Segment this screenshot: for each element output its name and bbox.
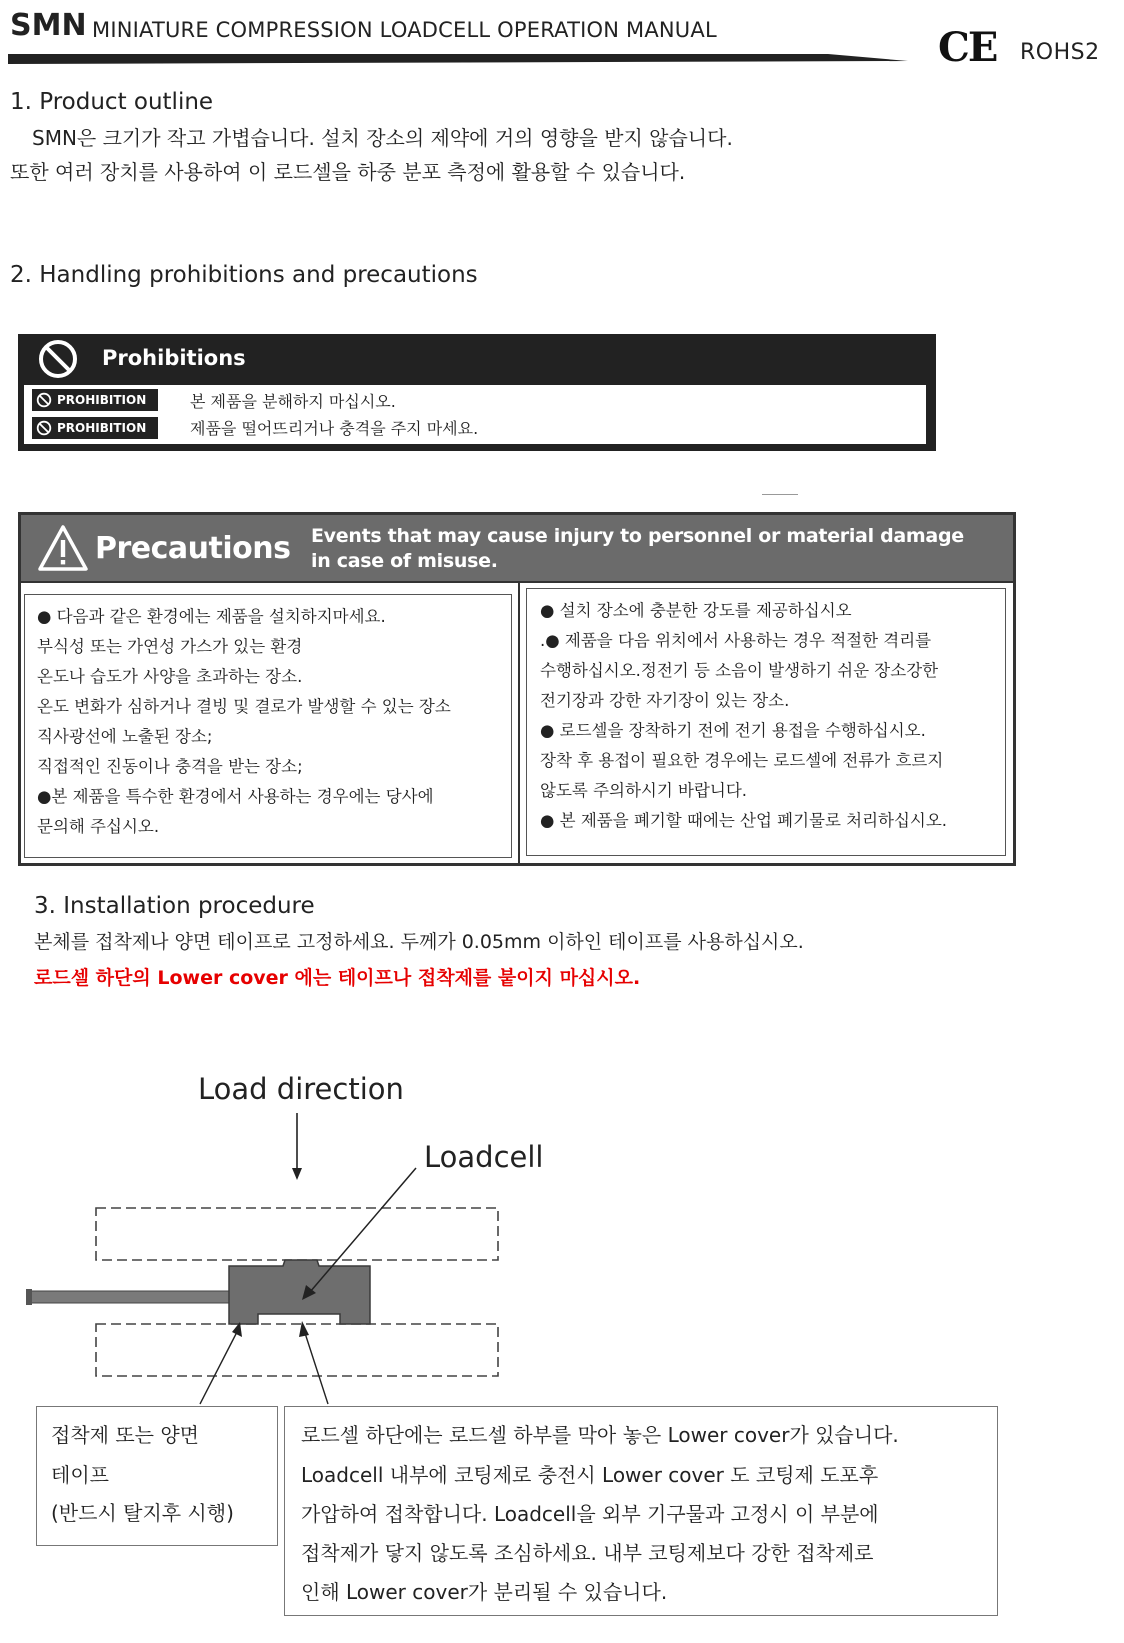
prohibition-badge-label: PROHIBITION: [57, 393, 147, 407]
prohibition-item-2: 제품을 떨어뜨리거나 충격을 주지 마세요.: [190, 419, 479, 438]
loadcell-body: [229, 1260, 370, 1324]
upper-plate: [96, 1208, 498, 1260]
precautions-right-column: [520, 583, 1013, 863]
adhesive-pointer-line: [200, 1330, 238, 1404]
prohibition-small-icon: [36, 420, 52, 436]
ce-mark-icon: CE: [938, 24, 997, 71]
prohibition-small-icon: [36, 392, 52, 408]
installation-warning: 로드셀 하단의 Lower cover 에는 테이프나 접착제를 붙이지 마십시오.: [34, 967, 641, 989]
installation-instruction: 본체를 접착제나 양면 테이프로 고정하세요. 두께가 0.05mm 이하인 테이프를 사용하십시오.: [34, 931, 804, 953]
adhesive-note-box: [36, 1406, 278, 1546]
prohibition-icon: [36, 339, 80, 379]
prohibition-badge: [32, 417, 158, 439]
precaution-right-line: ● 설치 장소에 충분한 강도를 제공하십시오: [540, 601, 852, 620]
lower-cover-note-line: 접착제가 닿지 않도록 조심하세요. 내부 코팅제보다 강한 접착제로: [301, 1541, 874, 1565]
arrow-head-icon: [292, 1168, 302, 1180]
brand-name: SMN: [10, 8, 87, 43]
lower-cover-note-line: 인해 Lower cover가 분리될 수 있습니다.: [301, 1580, 668, 1604]
load-direction-label: Load direction: [198, 1072, 404, 1106]
product-outline-line-2: 또한 여러 장치를 사용하여 이 로드셀을 하중 분포 측정에 활용할 수 있습니다.: [10, 160, 686, 184]
installation-diagram: [0, 1100, 1124, 1410]
prohibition-badge-label: PROHIBITION: [57, 421, 147, 435]
header-rule: [8, 54, 908, 64]
precaution-right-line: .● 제품을 다음 위치에서 사용하는 경우 적절한 격리를: [540, 631, 932, 650]
prohibitions-body: [24, 385, 926, 444]
lower-cover-note-line: Loadcell 내부에 코팅제로 충전시 Lower cover 도 코팅제 도포후: [301, 1463, 879, 1487]
lower-cover-note-line: 가압하여 접착합니다. Loadcell을 외부 기구물과 고정시 이 부분에: [301, 1502, 879, 1526]
lower-cover-note-line: 로드셀 하단에는 로드셀 하부를 막아 놓은 Lower cover가 있습니다.: [301, 1423, 899, 1447]
precaution-left-line: ● 다음과 같은 환경에는 제품을 설치하지마세요.: [37, 607, 386, 626]
precaution-left-line: ●본 제품을 특수한 환경에서 사용하는 경우에는 당사에: [37, 787, 434, 806]
precautions-left-column: [21, 583, 518, 863]
adhesive-note-line: 테이프: [51, 1463, 109, 1487]
lower-plate: [96, 1324, 498, 1376]
precaution-left-line: 직사광선에 노출된 장소;: [37, 727, 213, 746]
section-handling-title: 2. Handling prohibitions and precautions: [10, 262, 478, 288]
precaution-right-line: 않도록 주의하시기 바랍니다.: [540, 781, 748, 800]
rohs2-mark-icon: ROHS2: [1020, 40, 1100, 65]
precaution-right-line: 장착 후 용접이 필요한 경우에는 로드셀에 전류가 흐르지: [540, 751, 944, 770]
product-outline-line-1: SMN은 크기가 작고 가볍습니다. 설치 장소의 제약에 거의 영향을 받지 않습니다.: [32, 126, 733, 150]
document-title: MINIATURE COMPRESSION LOADCELL OPERATION MANUAL: [92, 18, 717, 42]
prohibitions-title: Prohibitions: [102, 346, 246, 370]
precautions-subtitle-line-1: Events that may cause injury to personnel or material damage: [311, 525, 964, 547]
precaution-right-line: ● 로드셀을 장착하기 전에 전기 용접을 수행하십시오.: [540, 721, 926, 740]
precautions-title: Precautions: [95, 531, 291, 566]
prohibition-item-1: 본 제품을 분해하지 마십시오.: [190, 392, 396, 411]
precautions-header: [21, 515, 1013, 581]
precautions-subtitle-line-2: in case of misuse.: [311, 550, 498, 572]
adhesive-note-line: (반드시 탈지후 시행): [51, 1501, 234, 1525]
loadcell-cable: [30, 1291, 230, 1303]
precaution-right-line: 전기장과 강한 자기장이 있는 장소.: [540, 691, 790, 710]
precaution-left-line: 문의해 주십시오.: [37, 817, 160, 836]
section-installation-title: 3. Installation procedure: [34, 893, 315, 919]
precaution-left-line: 부식성 또는 가연성 가스가 있는 환경: [37, 637, 303, 656]
divider: [762, 494, 798, 495]
precaution-right-line: ● 본 제품을 폐기할 때에는 산업 폐기물로 처리하십시오.: [540, 811, 948, 830]
adhesive-note-line: 접착제 또는 양면: [51, 1423, 199, 1447]
warning-triangle-icon: [37, 523, 89, 573]
precaution-right-line: 수행하십시오.정전기 등 소음이 발생하기 쉬운 장소강한: [540, 661, 939, 680]
prohibition-badge: [32, 389, 158, 411]
loadcell-label: Loadcell: [424, 1140, 544, 1174]
prohibitions-panel: [18, 334, 936, 451]
lower-cover-note-box: [284, 1406, 998, 1616]
cable-end: [26, 1289, 32, 1305]
precautions-panel: [18, 512, 1016, 866]
precaution-left-line: 직접적인 진동이나 충격을 받는 장소;: [37, 757, 303, 776]
lower-cover-pointer-line: [304, 1330, 328, 1404]
precaution-left-line: 온도 변화가 심하거나 결빙 및 결로가 발생할 수 있는 장소: [37, 697, 451, 716]
section-product-outline-title: 1. Product outline: [10, 89, 214, 115]
precaution-left-line: 온도나 습도가 사양을 초과하는 장소.: [37, 667, 303, 686]
